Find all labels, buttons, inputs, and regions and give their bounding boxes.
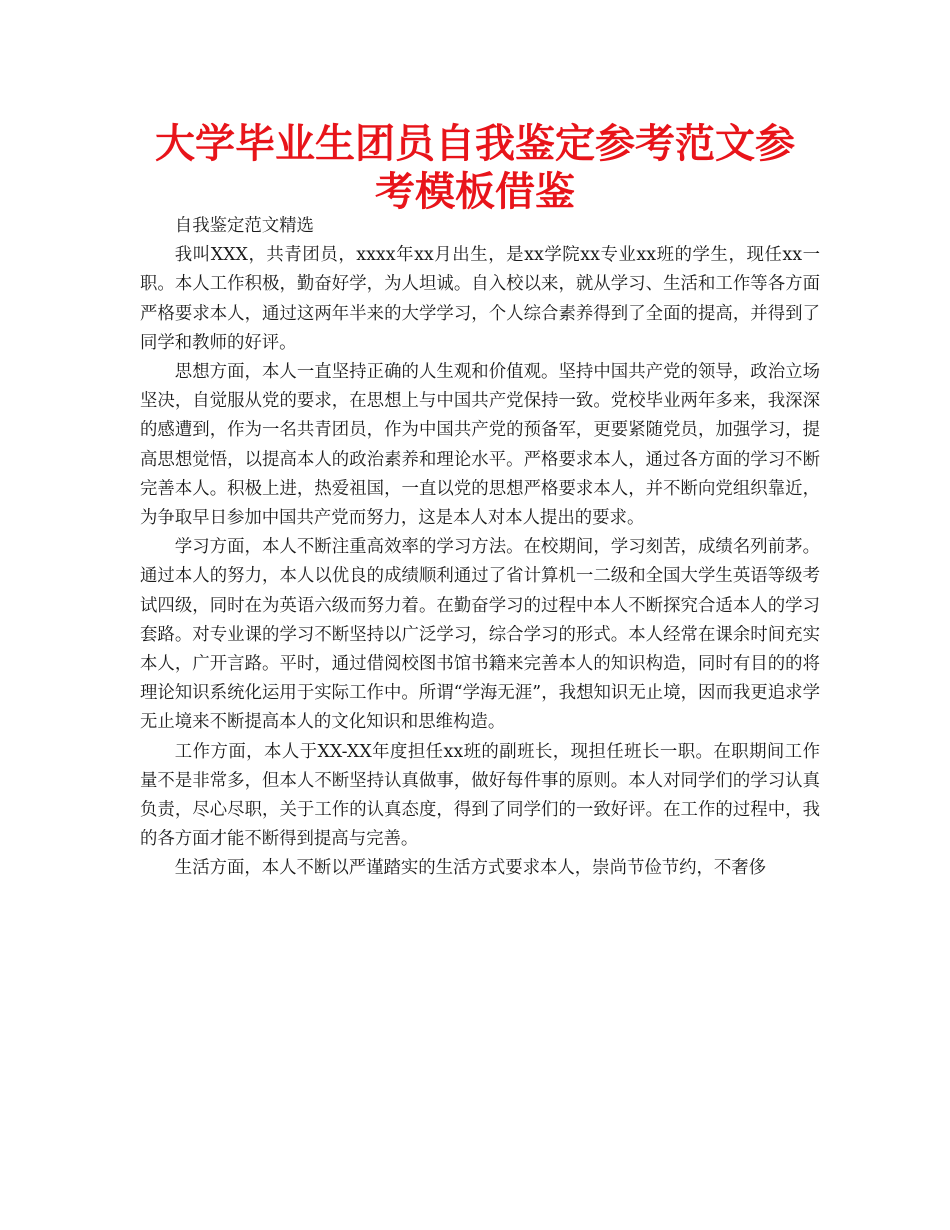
paragraph-intro: 我叫XXX，共青团员，xxxx年xx月出生，是xx学院xx专业xx班的学生，现任xx一职。本人工作积极，勤奋好学，为人坦诚。自入校以来，就从学习、生活和工作等各方面严格要求本人，通过这两年半来的大学学习，个人综合素养得到了全面的提高，并得到了同学和教师的好评。 [140, 245, 820, 353]
paragraph-work: 工作方面，本人于XX-XX年度担任xx班的副班长，现担任班长一职。在职期间工作量不是非常多，但本人不断坚持认真做事，做好每件事的原则。本人对同学们的学习认真负责，尽心尽职，关于工作的认真态度，得到了同学们的一致好评。在工作的过程中，我的各方面才能不断得到提高与完善。 [140, 741, 820, 850]
document-subtitle: 自我鉴定范文精选 [174, 216, 314, 236]
paragraph-study: 学习方面，本人不断注重高效率的学习方法。在校期间，学习刻苦，成绩名列前茅。通过本人的努力，本人以优良的成绩顺利通过了省计算机一二级和全国大学生英语等级考试四级，同时在为英语六级而努力着。在勤奋学习的过程中本人不断探究合适本人的学习套路。对专业课的学习不断坚持以广泛学习，综合学习的形式。本人经常在课余时间充实本人，广开言路。平时，通过借阅校图书馆书籍来完善本人的知识构造，同时有目的的将理论知识系统化运用于实际工作中。所谓“学海无涯”，我想知识无止境，因而我更追求学无止境来不断提高本人的文化知识和思维构造。 [140, 537, 820, 733]
document-body [140, 212, 820, 884]
paragraph-ideology: 思想方面，本人一直坚持正确的人生观和价值观。坚持中国共产党的领导，政治立场坚决，自觉服从党的要求，在思想上与中国共产党保持一致。党校毕业两年多来，我深深的感遭到，作为一名共青团员，作为中国共产党的预备军，更要紧随党员，加强学习，提高思想觉悟，以提高本人的政治素养和理论水平。严格要求本人，通过各方面的学习不断完善本人。积极上进，热爱祖国，一直以党的思想严格要求本人，并不断向党组织靠近，为争取早日参加中国共产党而努力，这是本人对本人提出的要求。 [140, 362, 820, 529]
document-title: 大学毕业生团员自我鉴定参考范文参考模板借鉴 [155, 121, 795, 215]
paragraph-life: 生活方面，本人不断以严谨踏实的生活方式要求本人，崇尚节俭节约，不奢侈 [174, 858, 767, 879]
